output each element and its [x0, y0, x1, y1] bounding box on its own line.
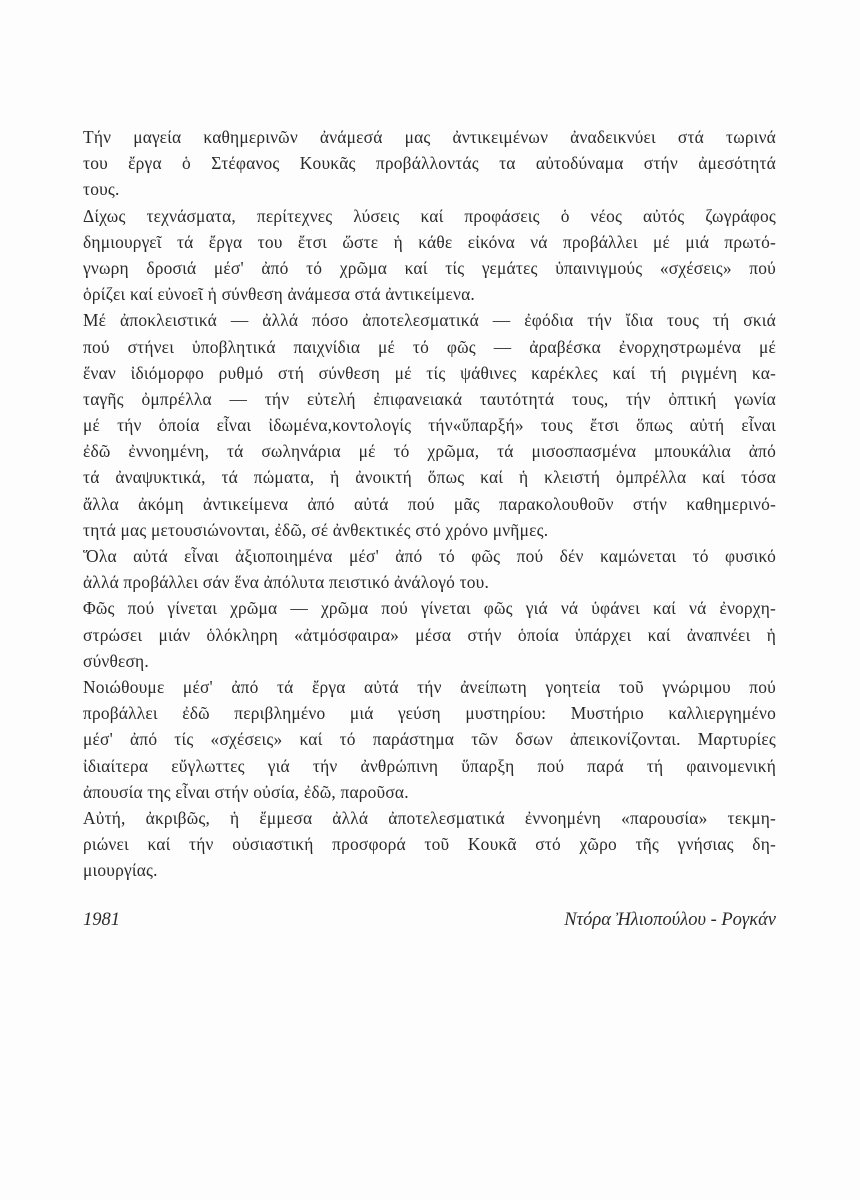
text-line: ἀλλά προβάλλει σάν ἕνα ἀπόλυτα πειστικό ἀνάλογό του.: [83, 572, 490, 593]
text-line: ὁρίζει καί εὐνοεῖ ἡ σύνθεση ἀνάμεσα στά ἀντικείμενα.: [83, 284, 475, 305]
text-line: προβάλλει ἐδῶ περιβλημένο μιά γεύση μυστηρίου: Μυστήριο καλλιεργημένο: [83, 703, 776, 724]
text-line: Αὐτή, ἀκριβῶς, ἡ ἔμμεσα ἀλλά ἀποτελεσματικά ἐννοημένη «παρουσία» τεκμη-: [83, 807, 776, 828]
text-line: ἰδιαίτερα εὔγλωττες γιά τήν ἀνθρώπινη ὕπαρξη πού παρά τή φαινομενική: [83, 755, 776, 776]
text-line: ταγῆς ὀμπρέλλα — τήν εὐτελή ἐπιφανειακά ταυτότητά τους, τήν ὀπτική γωνία: [83, 388, 776, 409]
text-line: τους.: [83, 179, 120, 200]
text-line: Τήν μαγεία καθημερινῶν ἀνάμεσά μας ἀντικειμένων ἀναδεικνύει στά τωρινά: [83, 127, 776, 147]
text-line: του ἔργα ὁ Στέφανος Κουκᾶς προβάλλοντάς τα αὐτοδύναμα στήν ἀμεσότητά: [83, 153, 776, 174]
text-line: ριώνει καί τήν οὐσιαστική προσφορά τοῦ Κουκᾶ στό χῶρο τῆς γνήσιας δη-: [83, 834, 776, 855]
text-line: γνωρη δροσιά μέσ' ἀπό τό χρῶμα καί τίς γεμάτες ὑπαινιγμούς «σχέσεις» πού: [83, 257, 776, 278]
text-line: πού στήνει ὑποβλητικά παιχνίδια μέ τό φῶς — ἀραβέσκα ἐνορχηστρωμένα μέ: [83, 336, 776, 357]
text-line: στρώσει μιάν ὁλόκληρη «ἀτμόσφαιρα» μέσα στήν ὁποία ὑπάρχει καί ἀναπνέει ἡ: [83, 624, 776, 645]
text-line: μέ τήν ὁποία εἶναι ἰδωμένα,κοντολογίς τήν«ὕπαρξή» τους ἔτσι ὅπως αὐτή εἶναι: [83, 415, 776, 436]
text-line: Μέ ἀποκλειστικά — ἀλλά πόσο ἀποτελεσματικά — ἐφόδια τήν ἴδια τους τή σκιά: [83, 310, 776, 331]
text-line: Νοιώθουμε μέσ' ἀπό τά ἔργα αὐτά τήν ἀνείπωτη γοητεία τοῦ γνώριμου πού: [83, 676, 776, 697]
text-line: Ὅλα αὐτά εἶναι ἀξιοποιημένα μέσ' ἀπό τό φῶς πού δέν καμώνεται τό φυσικό: [83, 546, 776, 566]
text-line: ἀπουσία της εἶναι στήν οὐσία, ἐδῶ, παροῦσα.: [83, 781, 409, 802]
text-line: ἄλλα ἀκόμη ἀντικείμενα ἀπό αὐτά πού μᾶς παρακολουθοῦν στήν καθημερινό-: [83, 493, 776, 514]
text-line: τητά μας μετουσιώνονται, ἐδῶ, σέ ἀνθεκτικές στό χρόνο μνῆμες.: [83, 519, 549, 540]
text-line: δημιουργεῖ τά ἔργα του ἔτσι ὥστε ἡ κάθε εἰκόνα νά προβάλλει μέ μιά πρωτό-: [83, 231, 776, 252]
text-line: Δίχως τεχνάσματα, περίτεχνες λύσεις καί προφάσεις ὁ νέος αὐτός ζωγράφος: [83, 205, 776, 226]
author-signature: Ντόρα Ἠλιοπούλου - Ρογκάν: [564, 910, 776, 930]
date-label: 1981: [83, 910, 120, 930]
text-line: μιουργίας.: [83, 860, 158, 881]
text-line: τά ἀναψυκτικά, τά πώματα, ἡ ἀνοικτή ὅπως καί ἡ κλειστή ὀμπρέλλα καί τόσα: [83, 467, 776, 488]
text-line: ἐδῶ ἐννοημένη, τά σωληνάρια μέ τό χρῶμα, τά μισοσπασμένα μπουκάλια ἀπό: [83, 441, 776, 462]
text-line: ἕναν ἰδιόμορφο ρυθμό στή σύνθεση μέ τίς ψάθινες καρέκλες καί τή ριγμένη κα-: [83, 362, 776, 383]
text-line: σύνθεση.: [83, 650, 149, 671]
essay-body: [83, 124, 776, 883]
signature-footer: [83, 910, 776, 938]
text-line: Φῶς πού γίνεται χρῶμα — χρῶμα πού γίνεται φῶς γιά νά ὑφάνει καί νά ἐνορχη-: [83, 598, 776, 619]
text-line: μέσ' ἀπό τίς «σχέσεις» καί τό παράστημα τῶν δσων ἀπεικονίζονται. Μαρτυρίες: [83, 729, 776, 750]
